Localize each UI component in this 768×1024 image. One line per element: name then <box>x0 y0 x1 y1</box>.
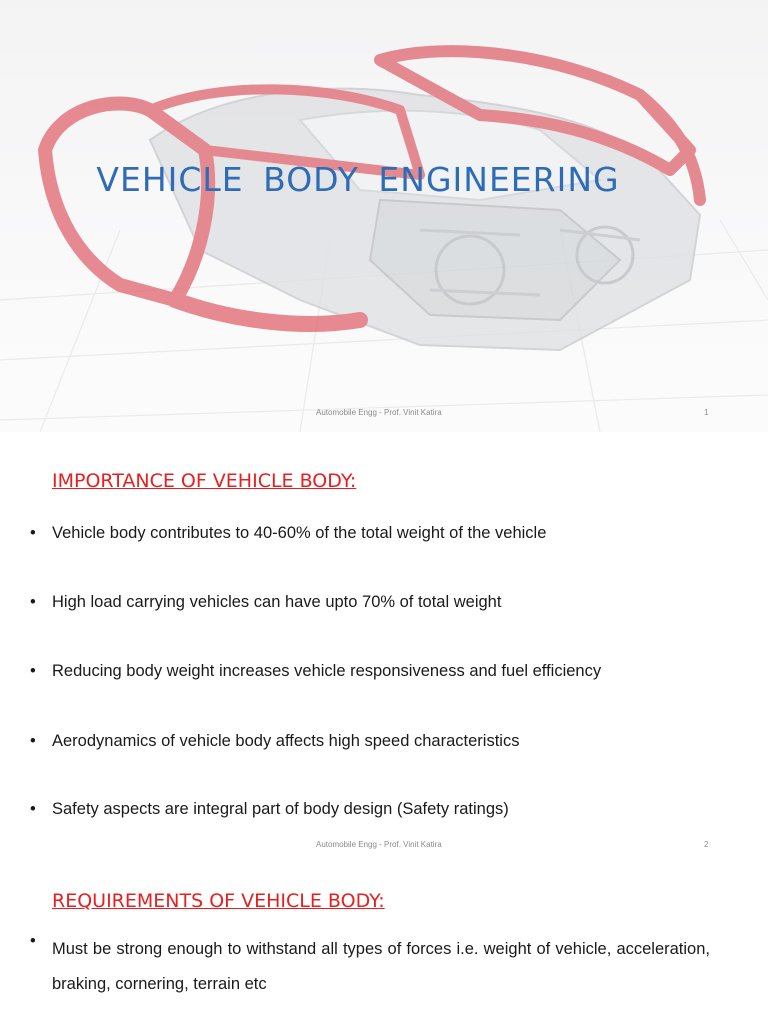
slide-2 <box>0 432 768 864</box>
bullet-text: Reducing body weight increases vehicle responsiveness and fuel efficiency <box>52 662 602 680</box>
bullet-text: Must be strong enough to withstand all types of forces i.e. weight of vehicle, acceleration, braking, cornering, terrain etc <box>52 940 710 993</box>
bullet-icon: • <box>30 593 36 611</box>
bullet-icon: • <box>30 932 36 950</box>
bullet-text: High load carrying vehicles can have upto 70% of total weight <box>52 593 502 611</box>
section-heading: REQUIREMENTS OF VEHICLE BODY: <box>52 890 385 912</box>
bullet-icon: • <box>30 524 36 542</box>
slide-footer: Automobile Engg - Prof. Vinit Katira <box>316 840 442 849</box>
bullet-text: Aerodynamics of vehicle body affects high speed characteristics <box>52 732 520 750</box>
slide-1 <box>0 0 768 432</box>
bullet-text: Vehicle body contributes to 40-60% of the total weight of the vehicle <box>52 524 547 542</box>
bullet-icon: • <box>30 800 36 818</box>
section-heading: IMPORTANCE OF VEHICLE BODY: <box>52 470 357 492</box>
bullet-icon: • <box>30 732 36 750</box>
slide-title: VEHICLE BODY ENGINEERING <box>96 160 620 199</box>
slide-3 <box>0 864 768 1024</box>
slide-footer: Automobile Engg - Prof. Vinit Katira <box>316 408 442 417</box>
bullet-text: Safety aspects are integral part of body design (Safety ratings) <box>52 800 509 818</box>
slide-number: 1 <box>704 408 709 417</box>
bullet-icon: • <box>30 662 36 680</box>
car-body-frame-illustration <box>0 0 768 432</box>
slide-number: 2 <box>704 840 709 849</box>
